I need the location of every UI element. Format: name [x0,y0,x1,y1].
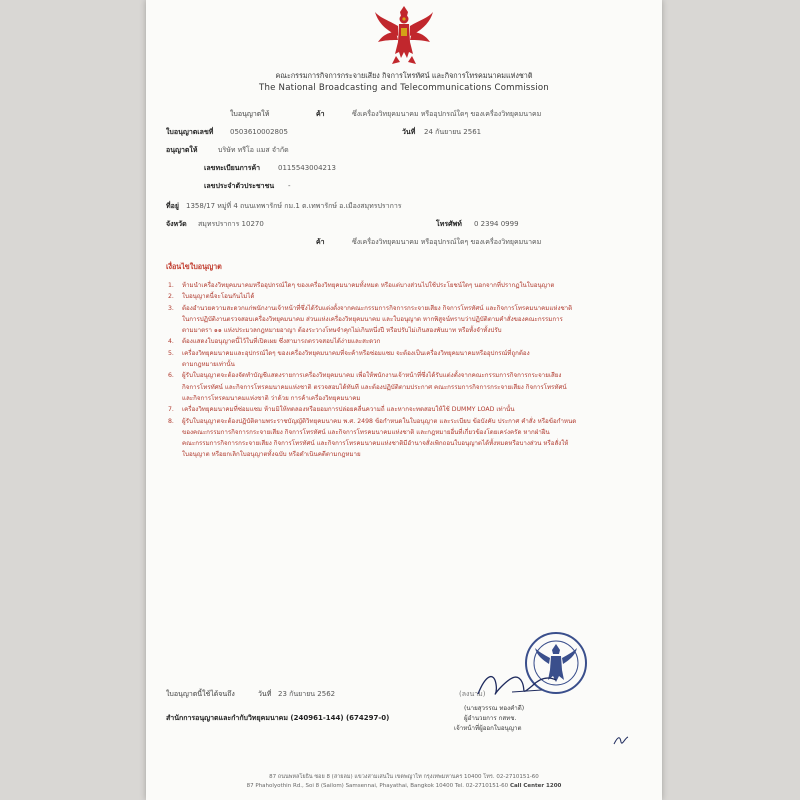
phone-value: 0 2394 0999 [474,220,519,228]
condition-text: ตามกฎหมายเท่านั้น [182,361,235,369]
condition-item [168,404,638,415]
province-label: จังหวัด [166,220,187,228]
license-document [146,0,662,800]
grantee-value: บริษัท ทรีโอ แมส จำกัด [218,146,289,154]
province-value: สมุทรปราการ 10270 [198,220,264,228]
condition-item [168,438,638,449]
condition-text: ใบอนุญาตนี้จะโอนกันไม่ได้ [182,293,255,301]
license-for-value: ซึ่งเครื่องวิทยุคมนาคม หรืออุปกรณ์ใดๆ ของเครื่องวิทยุคมนาคม [352,110,542,118]
condition-item [168,325,638,336]
condition-text: ของคณะกรรมการกิจการกระจายเสียง กิจการโทรทัศน์ และกิจการโทรคมนาคมแห่งชาติ และกฎหมายอื่นที่เกี่ยวข้องโดยเคร่งครัด หากฝ่าฝืน [182,428,550,436]
condition-text: ในการปฏิบัติงานตรวจสอบเครื่องวิทยุคมนาคม ส่วนแห่งเครื่องวิทยุคมนาคม และใบอนุญาต หากพิสูจน์ทราบว่าปฏิบัติตามคำสั่งของคณะกรรมการ [182,315,563,323]
registration-value: 0115543004213 [278,164,336,172]
conditions-list [168,280,638,461]
second-license-mark: ค้า [316,238,325,246]
signature-icon [472,668,562,702]
condition-item [168,370,638,381]
condition-text: เครื่องวิทยุคมนาคมที่ซ่อมแซม ห้ามมิให้ทดลองหรือยอมการปล่อยคลื่นความถี่ และหากจะทดสอบให้ใช้ DUMMY LOAD เท่านั้น [182,406,515,414]
signatory-role: เจ้าหน้าที่ผู้ออกใบอนุญาต [454,725,522,732]
initials-icon [612,734,630,746]
condition-item [168,382,638,393]
condition-item [168,280,638,291]
national-id-value: - [288,182,291,190]
validity-date-label: วันที่ [258,690,272,698]
registration-label: เลขทะเบียนการค้า [204,164,261,172]
condition-text: เครื่องวิทยุคมนาคมและอุปกรณ์ใดๆ ของเครื่องวิทยุคมนาคมที่จะค้าหรือซ่อมแซม จะต้องเป็นเครื่องวิทยุคมนาคมหรืออุปกรณ์ที่ถูกต้อง [182,349,530,357]
conditions-title: เงื่อนไขใบอนุญาต [166,262,222,271]
office-line: สำนักการอนุญาตและกำกับวิทยุคมนาคม (240961-144) (674297-0) [166,714,390,722]
address-label: ที่อยู่ [166,202,179,210]
condition-text: ต้องอำนวยความสะดวกแก่พนักงานเจ้าหน้าที่ซึ่งได้รับแต่งตั้งจากคณะกรรมการกิจการกระจายเสียง กิจการโทรทัศน์ และกิจการโทรคมนาคมแห่งชาติ [182,304,573,312]
condition-item [168,348,638,359]
condition-number: 6. [168,372,174,380]
sign-hint: (ลงนาม) [459,690,486,698]
condition-number: 5. [168,349,174,357]
condition-item [168,359,638,370]
license-for-label: ใบอนุญาตให้ [230,110,270,118]
condition-text: ตามมาตรา ๑๑ แห่งประมวลกฎหมายอาญา ต้องระวางโทษจำคุกไม่เกินหนึ่งปี หรือปรับไม่เกินสองพันบาท หรือทั้งจำทั้งปรับ [182,327,502,335]
call-center: Call Center 1200 [509,783,562,789]
condition-item [168,416,638,427]
condition-item [168,314,638,325]
org-name-thai: คณะกรรมการกิจการกระจายเสียง กิจการโทรทัศน์ และกิจการโทรคมนาคมแห่งชาติ [275,71,533,80]
condition-text: ผู้รับใบอนุญาตจะต้องปฏิบัติตามพระราชบัญญัติวิทยุคมนาคม พ.ศ. 2498 ข้อกำหนดในใบอนุญาต และระเบียบ ข้อบังคับ ประกาศ คำสั่ง หรือข้อกำหนด [182,417,577,425]
condition-number: 7. [168,406,174,414]
license-for-mark: ค้า [316,110,325,118]
footer-address-thai: 87 ถนนพหลโยธิน ซอย 8 (สายลม) แขวงสามเสนใน เขตพญาไท กรุงเทพมหานคร 10400 โทร. 02-2710151-60 [269,774,539,780]
address-value: 1358/17 หมู่ที่ 4 ถนนเทพารักษ์ กม.1 ต.เทพารักษ์ อ.เมืองสมุทรปราการ [186,202,402,210]
national-id-label: เลขประจำตัวประชาชน [204,182,275,190]
condition-number: 1. [168,282,174,289]
validity-date-value: 23 กันยายน 2562 [278,690,336,698]
footer-address-english-text: 87 Phaholyothin Rd., Soi 8 (Sailom) Samsennai, Phayathai, Bangkok 10400 Tel. 02-2710151-60 [246,783,509,789]
license-date-label: วันที่ [402,128,416,136]
condition-item [168,393,638,404]
condition-item [168,449,638,460]
condition-text: ห้ามนำเครื่องวิทยุคมนาคมหรืออุปกรณ์ใดๆ ของเครื่องวิทยุคมนาคมทั้งหมด หรือแต่บางส่วนไปใช้ประโยชน์ใดๆ นอกจากที่ปรากฏในใบอนุญาต [182,282,555,289]
condition-text: คณะกรรมการกิจการกระจายเสียง กิจการโทรทัศน์ และกิจการโทรคมนาคมแห่งชาติมีอำนาจสั่งเพิกถอนใบอนุญาตได้ทั้งหมดหรือบางส่วน หรือสั่งให้ [182,440,569,448]
license-number-value: 0503610002805 [230,128,288,136]
footer-address-english [146,783,662,789]
condition-text: ผู้รับใบอนุญาตจะต้องจัดทำบัญชีแสดงรายการเครื่องวิทยุคมนาคม เพื่อให้พนักงานเจ้าหน้าที่ซึ่งได้รับแต่งตั้งจากคณะกรรมการกิจการกระจายเสียง [182,372,562,380]
condition-text: กิจการโทรทัศน์ และกิจการโทรคมนาคมแห่งชาติ ตรวจสอบได้ทันที และต้องปฏิบัติตามประกาศ คณะกรรมการกิจการกระจายเสียง กิจการโทรทัศน์ [182,383,567,391]
condition-item [168,303,638,314]
condition-item [168,336,638,347]
org-name-english: The National Broadcasting and Telecommunications Commission [259,83,549,93]
signatory-position: ผู้อำนวยการ กสทช. [464,715,517,722]
license-number-label: ใบอนุญาตเลขที่ [166,128,214,136]
second-license-value: ซึ่งเครื่องวิทยุคมนาคม หรืออุปกรณ์ใดๆ ของเครื่องวิทยุคมนาคม [352,238,542,246]
phone-label: โทรศัพท์ [436,220,462,228]
grantee-label: อนุญาตให้ [166,146,198,154]
condition-number: 2. [168,293,174,301]
condition-number: 4. [168,338,174,346]
condition-number: 8. [168,417,174,425]
condition-text: ใบอนุญาต หรือยกเลิกใบอนุญาตทั้งฉบับ หรือดำเนินคดีตามกฎหมาย [182,451,361,459]
garuda-emblem-icon [374,2,434,66]
condition-item [168,291,638,302]
condition-item [168,427,638,438]
condition-number: 3. [168,304,174,312]
validity-label: ใบอนุญาตนี้ใช้ได้จนถึง [166,690,235,698]
license-date-value: 24 กันยายน 2561 [424,128,482,136]
signatory-name: (นายสุวรรณ ทองคำดี) [464,705,525,712]
condition-text: ต้องแสดงใบอนุญาตนี้ไว้ในที่เปิดเผย ซึ่งสามารถตรวจสอบได้ง่ายและสะดวก [182,338,381,346]
condition-text: และกิจการโทรคมนาคมแห่งชาติ ว่าด้วย การค้าเครื่องวิทยุคมนาคม [182,394,361,402]
